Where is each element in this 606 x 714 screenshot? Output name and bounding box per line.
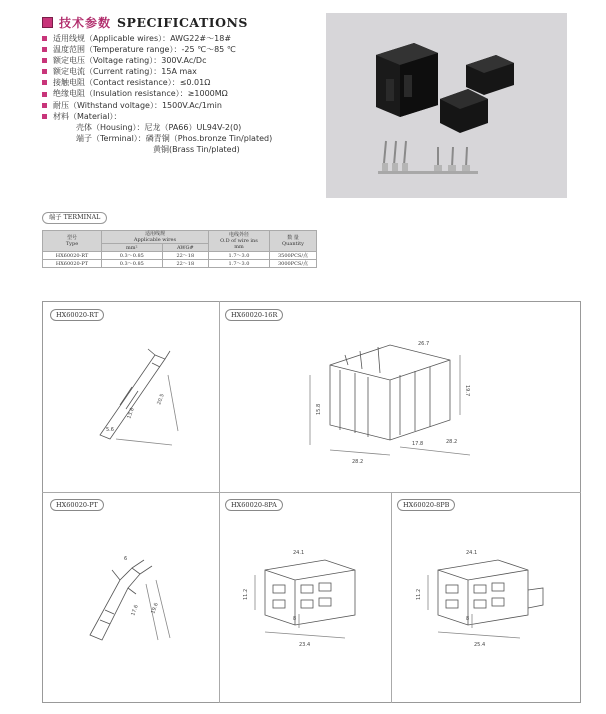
wires-en: Applicable wires xyxy=(133,237,177,243)
drawing-tag-pt: HX60020-PT xyxy=(50,499,104,511)
col-od-header xyxy=(209,231,270,252)
type-cn: 型号 xyxy=(66,235,77,241)
dim-label: 8 xyxy=(293,616,297,622)
dim-label: 17.6 xyxy=(130,604,140,617)
bullet-icon xyxy=(42,80,47,85)
col-type-header xyxy=(43,231,102,252)
bullet-icon xyxy=(42,58,47,63)
wires-cn: 适用线规 xyxy=(144,231,165,237)
dim-label: 20.5 xyxy=(156,393,166,406)
drawing-8pa xyxy=(235,540,385,650)
dim-label: 24.1 xyxy=(466,550,478,556)
spec-text: 耐压（Withstand voltage）：1500V.Ac/1min xyxy=(53,100,222,110)
qty-en: Quantity xyxy=(282,241,304,247)
cell-qty: 3000PCS/点 xyxy=(270,260,317,268)
spec-text: 接触电阻（Contact resistance）：≤0.01Ω xyxy=(53,78,211,88)
cell-mm: 0.3～0.85 xyxy=(102,260,163,268)
material-terminal: 端子（Terminal）：磷青铜（Phos.bronze Tin/plated) xyxy=(76,133,273,143)
dim-label: 13.8 xyxy=(126,407,136,420)
title-bullet-icon xyxy=(42,17,53,28)
qty-cn: 数 量 xyxy=(287,235,299,241)
terminal-tag: 端子 TERMINAL xyxy=(42,212,107,224)
col-wires-header xyxy=(102,231,209,244)
col-mm-header: mm² xyxy=(102,244,163,252)
cell-type: HX60020-RT xyxy=(43,252,102,260)
material-brass: 黄铜(Brass Tin/plated) xyxy=(153,144,240,154)
dim-label: 11.2 xyxy=(416,588,422,600)
drawing-rt xyxy=(60,335,210,455)
dim-label: 6 xyxy=(124,556,128,562)
dim-label: 19.6 xyxy=(150,602,160,615)
product-photo xyxy=(326,13,567,198)
col-awg-header: AWG# xyxy=(162,244,208,252)
bullet-icon xyxy=(42,36,47,41)
spec-text: 材料（Material）： xyxy=(53,111,122,121)
material-housing: 壳体（Housing）：尼龙（PA66）UL94V-2(0) xyxy=(76,122,242,132)
drawing-pt xyxy=(60,540,210,650)
spec-item xyxy=(42,33,332,44)
cell-type: HX60020-PT xyxy=(43,260,102,268)
spec-list xyxy=(42,33,332,155)
spec-item xyxy=(42,111,332,122)
spec-item xyxy=(42,88,332,99)
title-cn: 技术参数 xyxy=(59,16,112,30)
bullet-icon xyxy=(42,69,47,74)
drawing-tag-16r: HX60020-16R xyxy=(225,309,283,321)
dim-label: 23.4 xyxy=(299,642,311,648)
cell-awg: 22～18 xyxy=(162,252,208,260)
divider xyxy=(219,301,220,703)
spec-item xyxy=(42,77,332,88)
od-cn: 电线外径 xyxy=(228,232,249,238)
drawing-8pb xyxy=(408,540,558,650)
spec-text: 额定电流（Current rating）：15A max xyxy=(53,67,197,77)
table-row xyxy=(43,260,317,268)
bullet-icon xyxy=(42,103,47,108)
divider xyxy=(42,492,581,493)
spec-text: 温度范围（Temperature range）：-25 ℃～85 ℃ xyxy=(53,45,236,55)
spec-text: 适用线规（Applicable wires）：AWG22#～18# xyxy=(53,34,232,43)
dim-label: 15.8 xyxy=(316,403,322,415)
dim-label: 25.4 xyxy=(474,642,486,648)
bullet-icon xyxy=(42,114,47,119)
drawing-tag-rt: HX60020-RT xyxy=(50,309,104,321)
dim-label: 28.2 xyxy=(352,459,364,465)
cell-mm: 0.3～0.85 xyxy=(102,252,163,260)
spec-text: 额定电压（Voltage rating）：300V.Ac/Dc xyxy=(53,56,207,66)
dim-label: 5.6 xyxy=(106,427,114,433)
title-en: SPECIFICATIONS xyxy=(117,15,248,30)
spec-item xyxy=(42,55,332,66)
spec-title xyxy=(42,14,248,31)
spec-item xyxy=(42,44,332,55)
spec-text: 绝缘电阻（Insulation resistance）：≥1000MΩ xyxy=(53,89,228,99)
table-row xyxy=(43,252,317,260)
dim-label: 11.2 xyxy=(243,588,249,600)
dim-label: 28.2 xyxy=(446,439,458,445)
od-en: O.D of wire ins xyxy=(220,238,258,244)
od-unit: mm xyxy=(234,244,244,250)
cell-od: 1.7～3.0 xyxy=(209,252,270,260)
spec-item xyxy=(42,100,332,111)
spec-item xyxy=(42,66,332,77)
col-qty-header xyxy=(270,231,317,252)
dim-label: 19.7 xyxy=(464,385,470,397)
product-photo-image xyxy=(326,13,567,198)
dim-label: 8 xyxy=(466,616,470,622)
drawing-tag-8pb: HX60020-8PB xyxy=(397,499,455,511)
dim-label: 17.8 xyxy=(412,441,424,447)
bullet-icon xyxy=(42,47,47,52)
cell-awg: 22～18 xyxy=(162,260,208,268)
cell-qty: 3500PCS/点 xyxy=(270,252,317,260)
dim-label: 24.1 xyxy=(293,550,305,556)
terminal-table xyxy=(42,230,317,268)
dim-label: 26.7 xyxy=(418,341,430,347)
divider xyxy=(391,492,392,703)
bullet-icon xyxy=(42,92,47,97)
drawing-16r xyxy=(300,325,480,475)
drawing-tag-8pa: HX60020-8PA xyxy=(225,499,283,511)
cell-od: 1.7～3.0 xyxy=(209,260,270,268)
type-en: Type xyxy=(65,241,79,247)
